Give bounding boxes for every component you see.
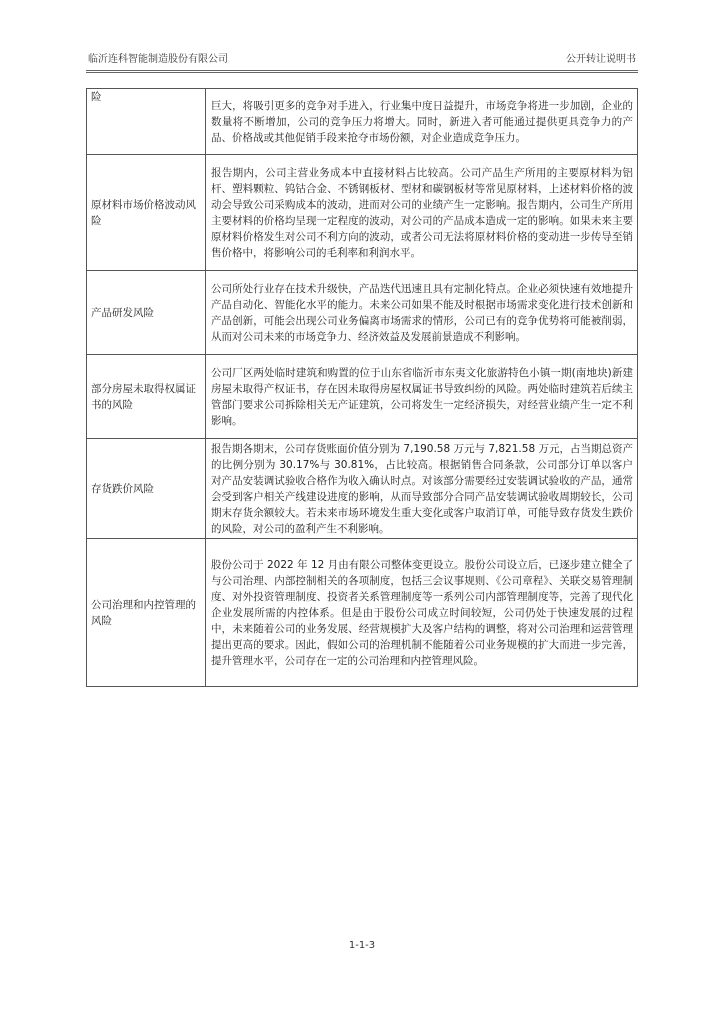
table-row — [87, 155, 638, 271]
risk-table — [86, 88, 638, 687]
page-header — [86, 52, 638, 68]
risk-description: 报告期各期末，公司存货账面价值分别为 7,190.58 万元与 7,821.58 万元，占当期总资产的比例分别为 30.17%与 30.81%，占比较高。根据销售合同条款，公司部分订单以客户对产品安装调试验收合格作为收入确认时点。对该部分需要经过安装调试验收的产品，通常会受到客户相关产线建设进度的影响，从而导致部分合同产品安装调试验收周期较长，公司期末存货余额较大。若未来市场环境发生重大变化或客户取消订单，可能导致存货发生跌价的风险，对公司的盈利产生不利影响。 — [206, 439, 638, 539]
risk-name: 公司治理和内控管理的风险 — [87, 539, 206, 687]
risk-name: 部分房屋未取得权属证书的风险 — [87, 355, 206, 439]
risk-description: 报告期内，公司主营业务成本中直接材料占比较高。公司产品生产所用的主要原材料为铝杆、塑料颗粒、钨钴合金、不锈钢板材、型材和碳钢板材等常见原材料，上述材料价格的波动会导致公司采购成本的波动，进而对公司的业绩产生一定影响。报告期内，公司生产所用主要材料的价格均呈现一定程度的波动，对公司的产品成本造成一定的影响。如果未来主要原材料价格发生对公司不利方向的波动，或者公司无法将原材料价格的变动进一步传导至销售价格中，将影响公司的毛利率和利润水平。 — [206, 155, 638, 271]
table-row — [87, 439, 638, 539]
document-title: 公开转让说明书 — [566, 54, 636, 65]
risk-description: 公司厂区两处临时建筑和购置的位于山东省临沂市东夷文化旅游特色小镇一期(南地块)新建房屋未取得产权证书，存在因未取得房屋权属证书导致纠纷的风险。两处临时建筑若后续主管部门要求公司拆除相关无产证建筑，公司将发生一定经济损失，对经营业绩产生一定不利影响。 — [206, 355, 638, 439]
risk-description: 公司所处行业存在技术升级快，产品迭代迅速且具有定制化特点。企业必须快速有效地提升产品自动化、智能化水平的能力。未来公司如果不能及时根据市场需求变化进行技术创新和产品创新，可能会出现公司业务偏离市场需求的情形，公司已有的竞争优势将可能被削弱，从而对公司未来的市场竞争力、经济效益及发展前景造成不利影响。 — [206, 271, 638, 355]
header-divider — [86, 70, 638, 73]
risk-name: 原材料市场价格波动风险 — [87, 155, 206, 271]
risk-name: 险 — [87, 89, 206, 155]
risk-description: 巨大，将吸引更多的竞争对手进入，行业集中度日益提升，市场竞争将进一步加剧，企业的数量将不断增加，公司的竞争压力将增大。同时，新进入者可能通过提供更具竞争力的产品、价格战或其他促销手段来抢夺市场份额，对企业造成竞争压力。 — [206, 89, 638, 155]
table-row — [87, 355, 638, 439]
risk-name: 存货跌价风险 — [87, 439, 206, 539]
page-number: 1-1-3 — [348, 940, 376, 951]
risk-description: 股份公司于 2022 年 12 月由有限公司整体变更设立。股份公司设立后，已逐步建立健全了与公司治理、内部控制相关的各项制度，包括三会议事规则、《公司章程》、关联交易管理制度、对外投资管理制度、投资者关系管理制度等一系列公司内部管理制度等，完善了现代化企业发展所需的内控体系。但是由于股份公司成立时间较短，公司仍处于快速发展的过程中，未来随着公司的业务发展、经营规模扩大及客户结构的调整，将对公司治理和运营管理提出更高的要求。因此，假如公司的治理机制不能随着公司业务规模的扩大而进一步完善，提升管理水平，公司存在一定的公司治理和内控管理风险。 — [206, 539, 638, 687]
table-row — [87, 271, 638, 355]
table-row — [87, 89, 638, 155]
company-name: 临沂连科智能制造股份有限公司 — [88, 54, 228, 65]
table-row — [87, 539, 638, 687]
risk-name: 产品研发风险 — [87, 271, 206, 355]
